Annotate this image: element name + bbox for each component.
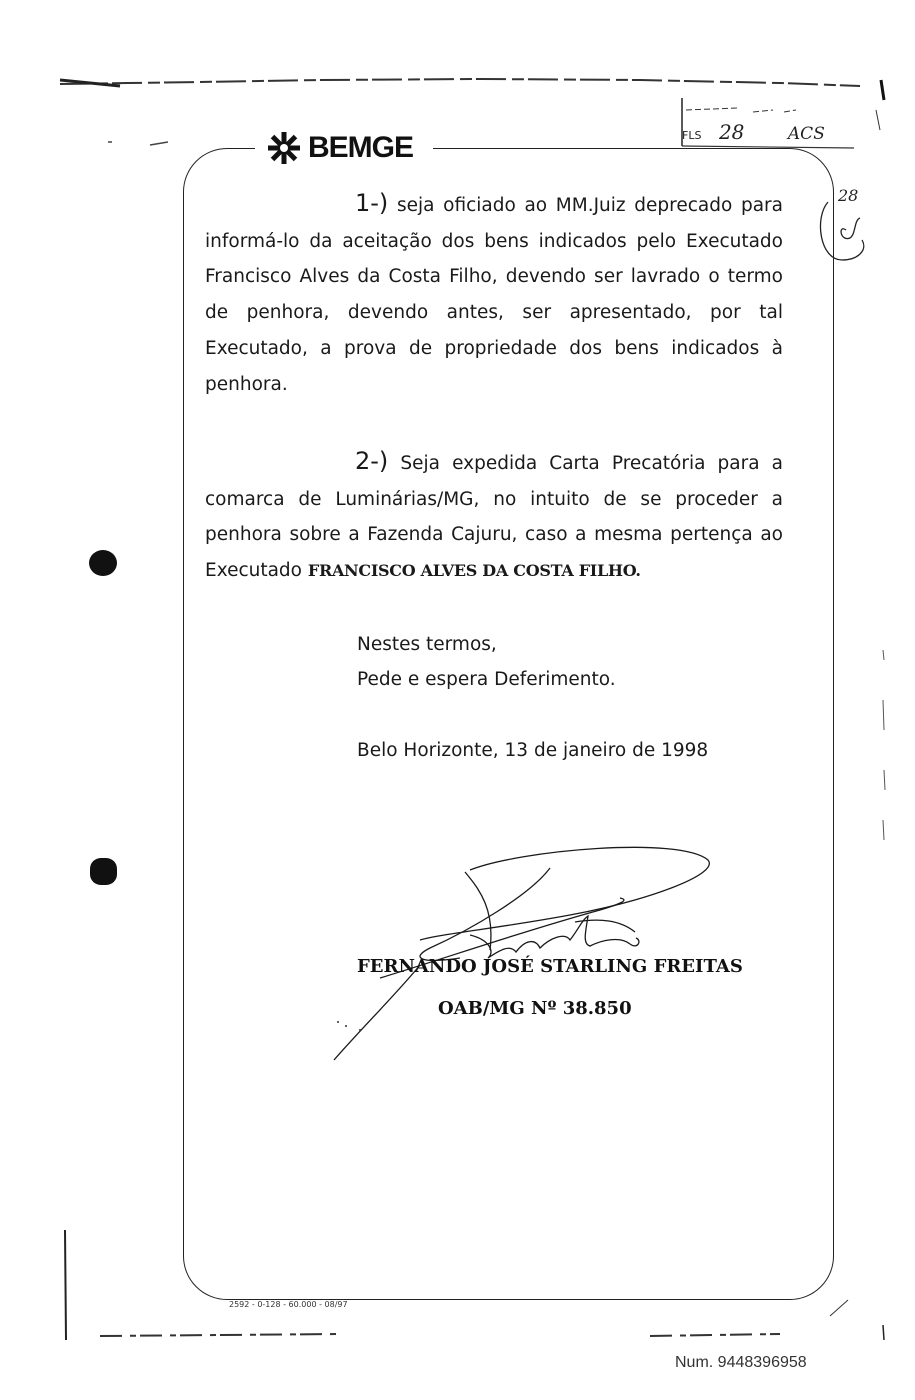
folio-label: FLS bbox=[682, 129, 702, 142]
handwritten-signature bbox=[320, 840, 740, 1070]
folio-stamp bbox=[682, 120, 825, 144]
place-date: Belo Horizonte, 13 de janeiro de 1998 bbox=[357, 740, 709, 761]
defendant-name: FRANCISCO ALVES DA COSTA FILHO. bbox=[307, 561, 641, 581]
signatory-name: FERNANDO JOSÉ STARLING FREITAS bbox=[357, 956, 743, 977]
item-number-1: 1-) bbox=[355, 189, 389, 217]
brand-name: BEMGE bbox=[308, 131, 414, 164]
bemge-star-icon bbox=[266, 130, 302, 166]
document-number: Num. 9448396958 bbox=[675, 1354, 807, 1371]
folio-number: 28 bbox=[718, 120, 745, 144]
bemge-logo bbox=[266, 130, 413, 166]
closing-line-2: Pede e espera Deferimento. bbox=[357, 669, 616, 690]
punch-hole-top bbox=[89, 550, 117, 576]
signatory-oab: OAB/MG Nº 38.850 bbox=[438, 998, 632, 1019]
item-number-2: 2-) bbox=[355, 447, 389, 475]
form-code: 2592 - 0-128 - 60.000 - 08/97 bbox=[229, 1300, 348, 1309]
margin-folio-number: 28 bbox=[838, 186, 859, 205]
paragraph-2-text: Seja expedida Carta Precatória para a comarca de Luminárias/MG, no intuito de se proceder a penhora sobre a Fazenda Cajuru, caso a mesma pertença ao Executado bbox=[205, 453, 783, 582]
paragraph-1-text: seja oficiado ao MM.Juiz deprecado para informá-lo da aceitação dos bens indicados pelo Executado Francisco Alves da Costa Filho, devendo ser lavrado o termo de penhora, devendo antes, ser apresentado, por tal Executado, a prova de propriedade dos bens indicados à penhora. bbox=[205, 195, 783, 395]
paragraph-2 bbox=[205, 444, 783, 589]
paragraph-1 bbox=[205, 186, 783, 402]
folio-initials: ACS bbox=[787, 124, 825, 144]
closing-line-1: Nestes termos, bbox=[357, 634, 497, 655]
punch-hole-bottom bbox=[90, 858, 117, 885]
